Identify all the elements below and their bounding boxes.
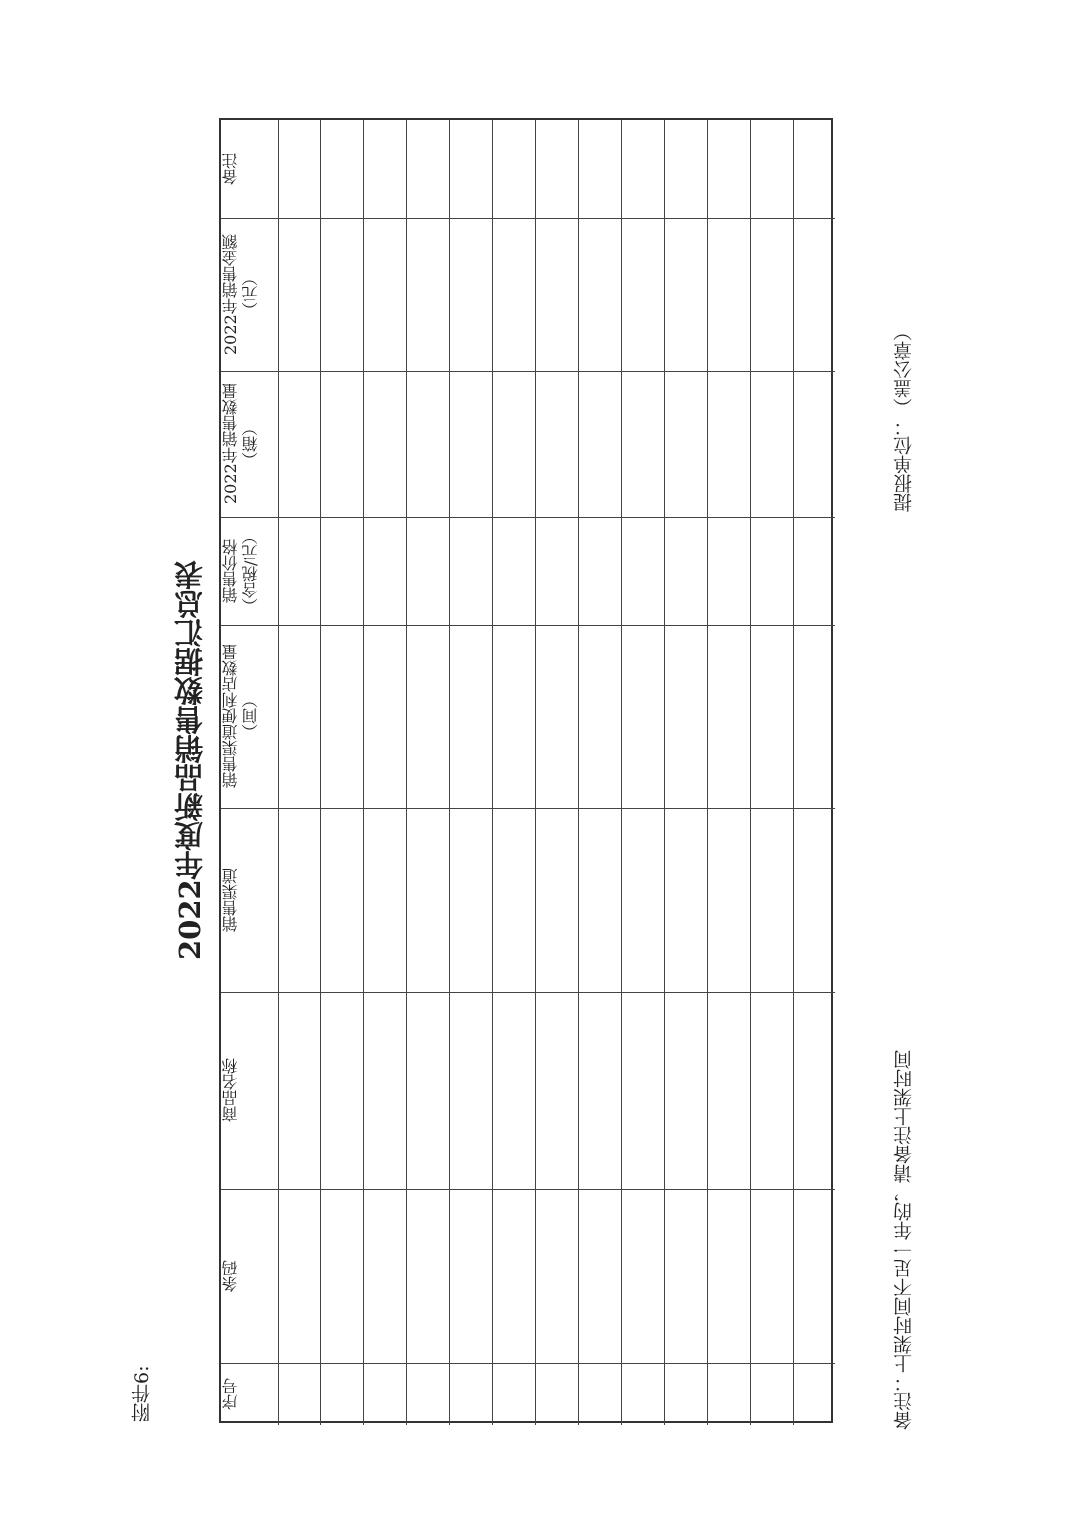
footnote: 备注：上架时间不足一年的，请备注上架时间: [893, 1050, 915, 1430]
table-cell[interactable]: [320, 517, 363, 625]
table-cell[interactable]: [707, 992, 750, 1189]
table-cell[interactable]: [278, 992, 320, 1189]
table-cell[interactable]: [320, 992, 363, 1189]
table-cell[interactable]: [363, 218, 406, 371]
column-header-label: 2022年销售金额: [221, 234, 240, 355]
table-cell[interactable]: [278, 1189, 320, 1363]
table-cell[interactable]: [621, 1189, 664, 1363]
column-header-unit: （元）: [241, 270, 260, 319]
table-cell[interactable]: [363, 1189, 406, 1363]
table-cell[interactable]: [535, 371, 578, 517]
table-cell[interactable]: [793, 625, 835, 808]
table-cell[interactable]: [664, 218, 707, 371]
table-cell[interactable]: [750, 371, 793, 517]
table-cell[interactable]: [664, 992, 707, 1189]
table-cell[interactable]: [320, 1189, 363, 1363]
table-cell[interactable]: [793, 808, 835, 992]
column-header: [221, 523, 278, 619]
column-header: [221, 126, 278, 212]
table-cell[interactable]: [578, 808, 621, 992]
table-cell[interactable]: [750, 808, 793, 992]
table-cell[interactable]: [278, 371, 320, 517]
table-cell[interactable]: [363, 371, 406, 517]
column-header-label: 序号: [221, 1378, 240, 1410]
table-cell[interactable]: [621, 517, 664, 625]
column-header-label: 销售渠道: [221, 868, 240, 932]
table-cell[interactable]: [664, 808, 707, 992]
table-cell[interactable]: [793, 218, 835, 371]
table-cell[interactable]: [449, 371, 492, 517]
table-cell[interactable]: [492, 808, 535, 992]
table-cell[interactable]: [278, 808, 320, 992]
table-cell[interactable]: [320, 1363, 363, 1425]
table-cell[interactable]: [664, 120, 707, 218]
column-header-label: 销售价格: [221, 539, 240, 603]
table-cell[interactable]: [492, 120, 535, 218]
column-header-label: 条码: [221, 1260, 240, 1292]
table-cell[interactable]: [278, 1363, 320, 1425]
table-cell[interactable]: [449, 1189, 492, 1363]
table-cell[interactable]: [492, 371, 535, 517]
table-cell[interactable]: [406, 1189, 449, 1363]
table-cell[interactable]: [750, 1189, 793, 1363]
table-cell[interactable]: [406, 808, 449, 992]
table-cell[interactable]: [449, 120, 492, 218]
table-cell[interactable]: [707, 517, 750, 625]
table-cell[interactable]: [664, 517, 707, 625]
column-header: [221, 814, 278, 986]
table-cell[interactable]: [578, 625, 621, 808]
table-cell[interactable]: [535, 992, 578, 1189]
table-cell[interactable]: [492, 1189, 535, 1363]
table-cell[interactable]: [535, 1363, 578, 1425]
table-cell[interactable]: [578, 517, 621, 625]
table-cell[interactable]: [793, 1363, 835, 1425]
column-header: [221, 1369, 278, 1419]
column-header-unit: （箱）: [241, 420, 260, 468]
table-cell[interactable]: [578, 218, 621, 371]
table-cell[interactable]: [535, 1189, 578, 1363]
table-cell[interactable]: [535, 625, 578, 808]
table-cell[interactable]: [449, 218, 492, 371]
table-cell[interactable]: [320, 371, 363, 517]
table-cell[interactable]: [707, 1189, 750, 1363]
table-cell[interactable]: [363, 625, 406, 808]
table-cell[interactable]: [320, 218, 363, 371]
table-cell[interactable]: [449, 992, 492, 1189]
table-cell[interactable]: [578, 1363, 621, 1425]
table-cell[interactable]: [621, 625, 664, 808]
table-cell[interactable]: [664, 1189, 707, 1363]
table-cell[interactable]: [320, 808, 363, 992]
table-cell[interactable]: [621, 218, 664, 371]
table-cell[interactable]: [320, 120, 363, 218]
table-cell[interactable]: [406, 517, 449, 625]
table-cell[interactable]: [449, 808, 492, 992]
table-cell[interactable]: [492, 517, 535, 625]
page-title: 2022年度新品销售数据汇总表: [173, 560, 207, 960]
table-cell[interactable]: [621, 371, 664, 517]
table-cell[interactable]: [707, 218, 750, 371]
table-cell[interactable]: [492, 992, 535, 1189]
table-cell[interactable]: [406, 625, 449, 808]
table-cell[interactable]: [406, 992, 449, 1189]
table-cell[interactable]: [492, 218, 535, 371]
table-cell[interactable]: [621, 1363, 664, 1425]
column-header: [221, 224, 278, 365]
table-cell[interactable]: [578, 1189, 621, 1363]
table-cell[interactable]: [535, 120, 578, 218]
table-cell[interactable]: [449, 1363, 492, 1425]
table-cell[interactable]: [363, 808, 406, 992]
table-cell[interactable]: [406, 371, 449, 517]
table-cell[interactable]: [492, 1363, 535, 1425]
column-header-label: 2022年销售数量: [221, 383, 240, 505]
table-cell[interactable]: [578, 120, 621, 218]
table-cell[interactable]: [707, 120, 750, 218]
table-cell[interactable]: [793, 1189, 835, 1363]
table-cell[interactable]: [707, 625, 750, 808]
table-cell[interactable]: [278, 625, 320, 808]
table-cell[interactable]: [621, 992, 664, 1189]
table-cell[interactable]: [750, 625, 793, 808]
table-cell[interactable]: [278, 218, 320, 371]
table-cell[interactable]: [750, 218, 793, 371]
table-cell[interactable]: [707, 808, 750, 992]
table-cell[interactable]: [278, 120, 320, 218]
table-cell[interactable]: [793, 371, 835, 517]
table-cell[interactable]: [664, 1363, 707, 1425]
table-cell[interactable]: [535, 517, 578, 625]
table-cell[interactable]: [535, 808, 578, 992]
table-cell[interactable]: [278, 517, 320, 625]
table-cell[interactable]: [793, 992, 835, 1189]
table-cell[interactable]: [707, 371, 750, 517]
table-cell[interactable]: [363, 992, 406, 1189]
table-cell[interactable]: [664, 371, 707, 517]
table-cell[interactable]: [621, 120, 664, 218]
table-cell[interactable]: [363, 120, 406, 218]
column-header-unit: （间）: [241, 692, 260, 741]
table-cell[interactable]: [664, 625, 707, 808]
column-header: [221, 998, 278, 1183]
table-cell[interactable]: [363, 517, 406, 625]
table-cell[interactable]: [578, 371, 621, 517]
column-header-label: 销售渠道便利店数量: [221, 644, 240, 789]
table-cell[interactable]: [793, 120, 835, 218]
table-cell[interactable]: [578, 992, 621, 1189]
table-cell[interactable]: [535, 218, 578, 371]
column-header: [221, 377, 278, 511]
column-header: [221, 1195, 278, 1357]
table-cell[interactable]: [793, 517, 835, 625]
sales-summary-table: [219, 118, 833, 1423]
table-cell[interactable]: [406, 1363, 449, 1425]
table-cell[interactable]: [320, 625, 363, 808]
table-cell[interactable]: [406, 218, 449, 371]
column-header: [221, 631, 278, 802]
reporting-unit: 提报单位：（盖公章）: [893, 322, 915, 512]
table-cell[interactable]: [750, 120, 793, 218]
table-cell[interactable]: [750, 517, 793, 625]
table-cell[interactable]: [363, 1363, 406, 1425]
column-header-unit: （含税/元）: [241, 528, 260, 614]
column-header-label: 商品名称: [221, 1058, 240, 1123]
table-cell[interactable]: [621, 808, 664, 992]
table-cell[interactable]: [449, 517, 492, 625]
table-cell[interactable]: [492, 625, 535, 808]
table-cell[interactable]: [750, 992, 793, 1189]
table-cell[interactable]: [449, 625, 492, 808]
table-cell[interactable]: [707, 1363, 750, 1425]
table-cell[interactable]: [750, 1363, 793, 1425]
column-header-label: 备注: [221, 153, 240, 185]
attachment-label: 附件6:: [131, 1365, 153, 1422]
table-cell[interactable]: [406, 120, 449, 218]
